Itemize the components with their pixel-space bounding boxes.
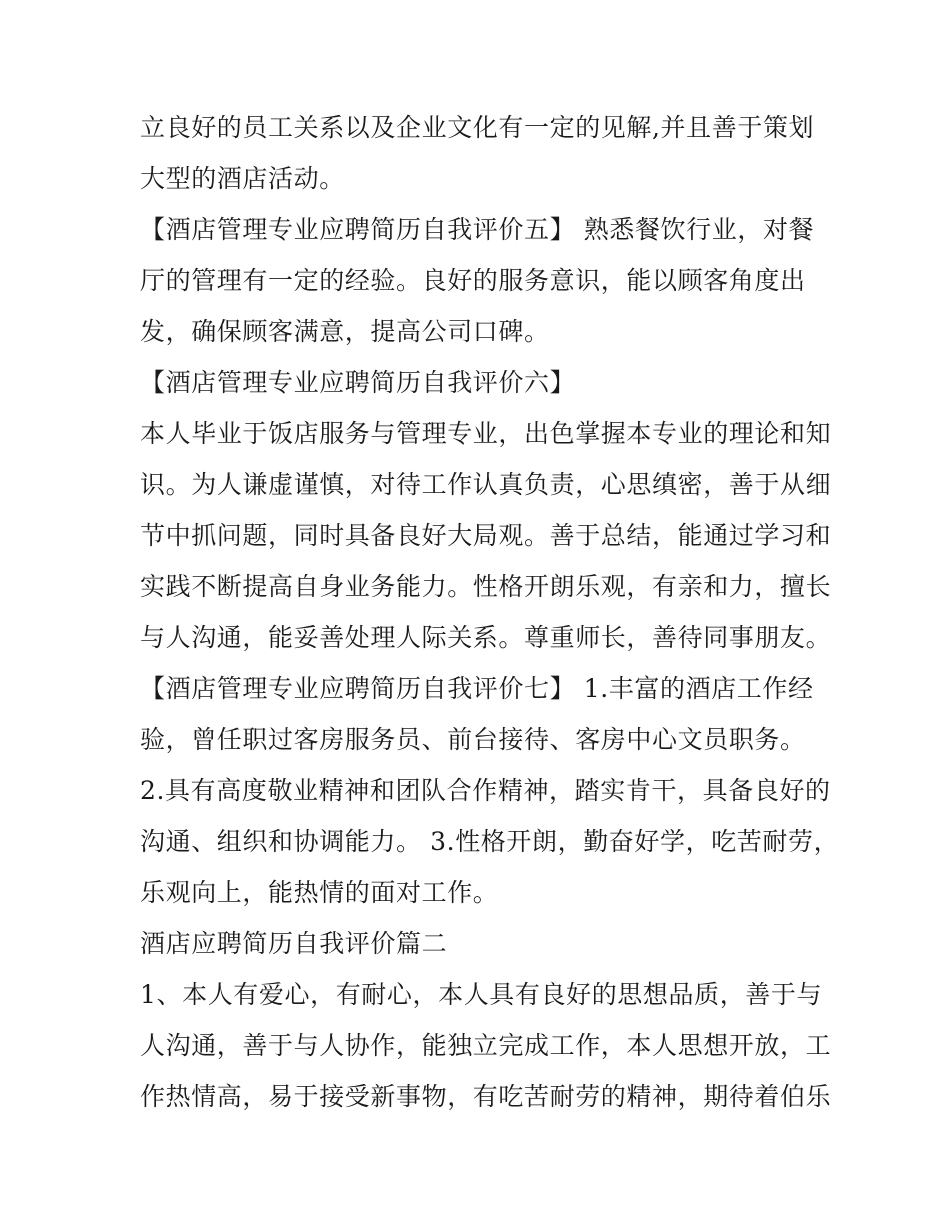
- text-line: 节中抓问题，同时具备良好大局观。善于总结，能通过学习和: [140, 521, 832, 550]
- text-line: 作热情高，易于接受新事物，有吃苦耐劳的精神，期待着伯乐: [140, 1082, 832, 1111]
- text-line: 1、本人有爱心，有耐心，本人具有良好的思想品质，善于与: [140, 980, 823, 1009]
- text-line: 厅的管理有一定的经验。良好的服务意识，能以顾客角度出: [140, 266, 806, 295]
- text-line: 沟通、组织和协调能力。 3.性格开朗，勤奋好学，吃苦耐劳，: [140, 827, 840, 856]
- chapter-title: 酒店应聘简历自我评价篇二: [140, 929, 448, 958]
- text-line: 乐观向上，能热情的面对工作。: [140, 878, 499, 907]
- section-heading-six: 【酒店管理专业应聘简历自我评价六】: [140, 368, 576, 397]
- text-line: 实践不断提高自身业务能力。性格开朗乐观，有亲和力，擅长: [140, 572, 832, 601]
- document-page: [140, 102, 840, 1122]
- section-heading-five: 【酒店管理专业应聘简历自我评价五】 熟悉餐饮行业，对餐: [140, 215, 815, 244]
- text-line: 立良好的员工关系以及企业文化有一定的见解,并且善于策划: [140, 113, 815, 142]
- text-line: 发，确保顾客满意，提高公司口碑。: [140, 317, 550, 346]
- text-line: 识。为人谦虚谨慎，对待工作认真负责，心思缜密，善于从细: [140, 470, 832, 499]
- text-line: 与人沟通，能妥善处理人际关系。尊重师长，善待同事朋友。: [140, 623, 832, 652]
- text-line: 本人毕业于饭店服务与管理专业，出色掌握本专业的理论和知: [140, 419, 832, 448]
- section-heading-seven: 【酒店管理专业应聘简历自我评价七】 1.丰富的酒店工作经: [140, 674, 814, 703]
- text-line: 验，曾任职过客房服务员、前台接待、客房中心文员职务。: [140, 725, 806, 754]
- text-line: 大型的酒店活动。: [140, 164, 345, 193]
- text-line: 2.具有高度敬业精神和团队合作精神，踏实肯干，具备良好的: [140, 776, 831, 805]
- text-line: 人沟通，善于与人协作，能独立完成工作，本人思想开放，工: [140, 1031, 832, 1060]
